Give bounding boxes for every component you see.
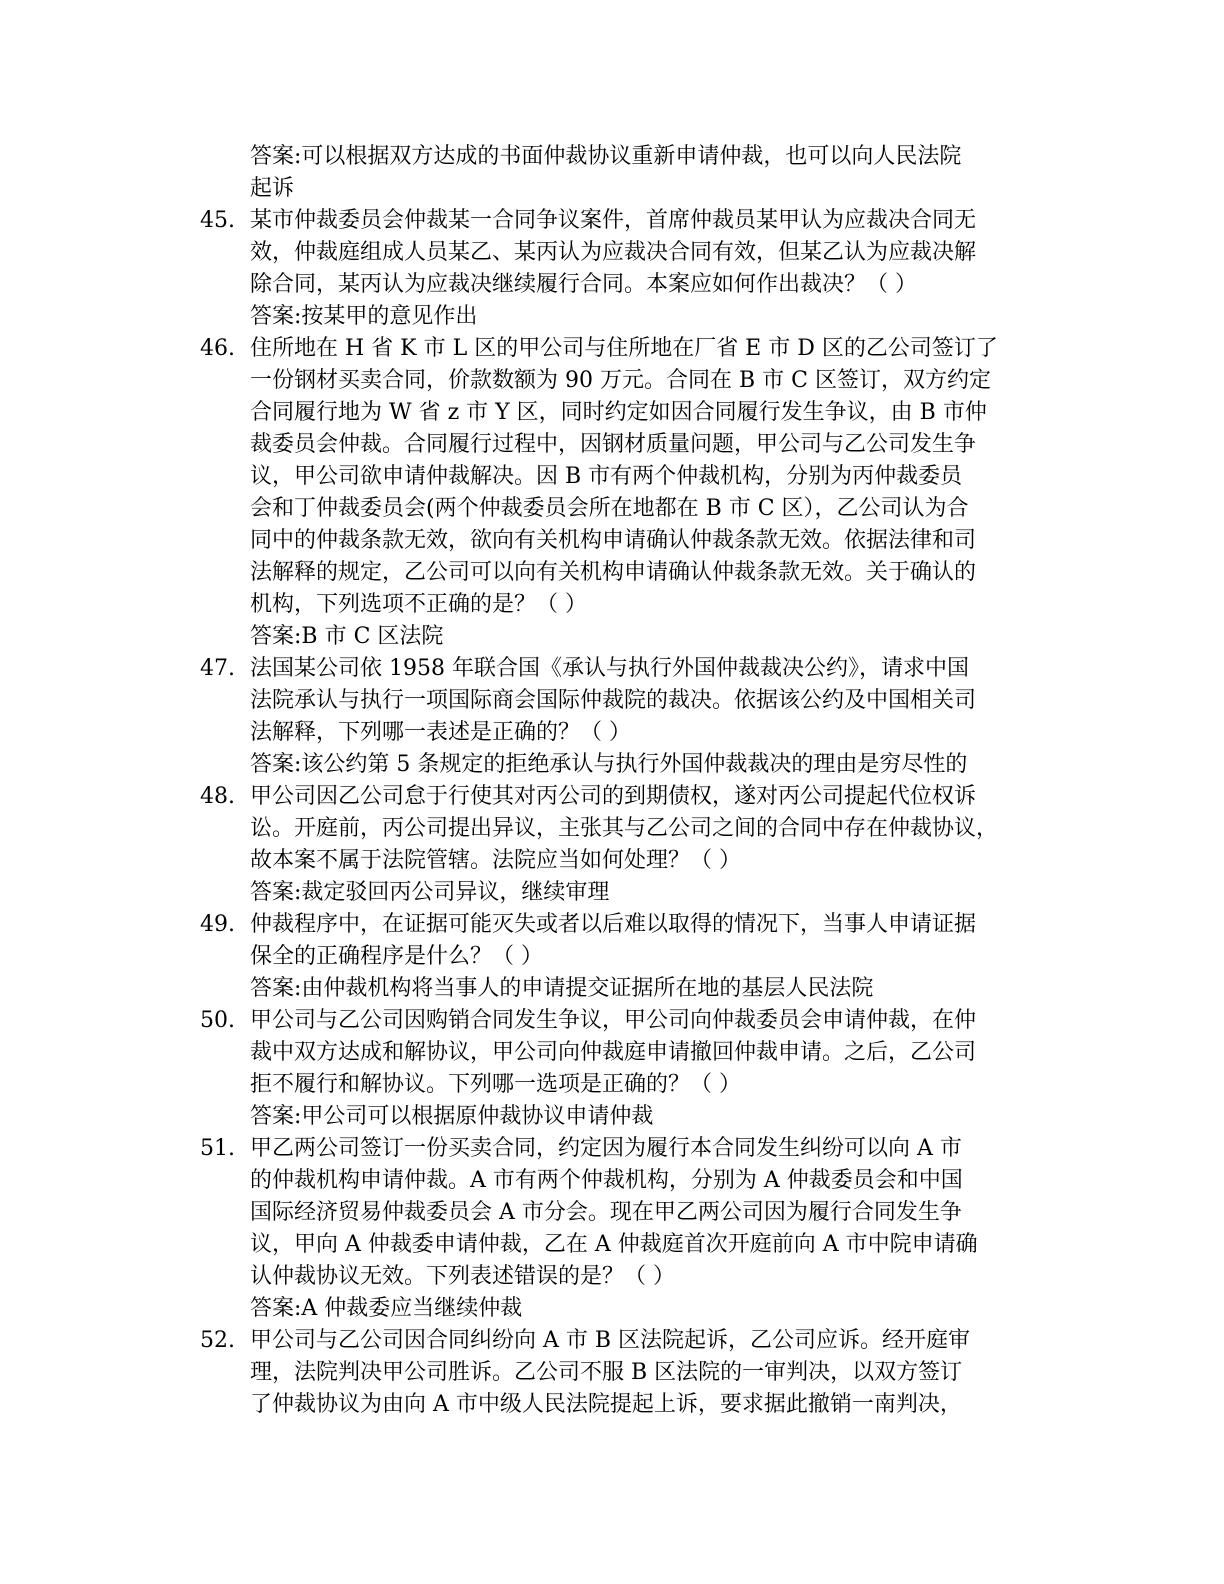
question-51: [200, 1133, 1050, 1325]
question-text-line: 法解释的规定，乙公司可以向有关机构申请确认仲裁条款无效。关于确认的: [250, 560, 977, 585]
question-number: 52.: [200, 1328, 235, 1353]
question-text-line: 同中的仲裁条款无效，欲向有关机构申请确认仲裁条款无效。依据法律和司: [250, 528, 977, 553]
answer-line: 答案:甲公司可以根据原仲裁协议申请仲裁: [250, 1104, 654, 1129]
question-46: [200, 333, 1050, 653]
question-number: 47.: [200, 656, 235, 681]
question-text-line: 拒不履行和解协议。下列哪一选项是正确的？（ ）: [250, 1072, 741, 1097]
question-text-line: 裁委员会仲裁。合同履行过程中，因钢材质量问题，甲公司与乙公司发生争: [250, 432, 977, 457]
intro-answer-line-1: 答案:可以根据双方达成的书面仲裁协议重新申请仲裁，也可以向人民法院: [250, 144, 962, 169]
question-text-line: 会和丁仲裁委员会(两个仲裁委员会所在地都在 B 市 C 区），乙公司认为合: [250, 496, 969, 521]
question-text-line: 了仲裁协议为由向 A 市中级人民法院提起上诉，要求据此撤销一南判决，: [250, 1392, 962, 1417]
question-text-line: 议，甲公司欲申请仲裁解决。因 B 市有两个仲裁机构，分别为丙仲裁委员: [250, 464, 963, 489]
question-text-line: 故本案不属于法院管辖。法院应当如何处理？（ ）: [250, 848, 741, 873]
question-45: [200, 205, 1050, 333]
answer-line: 答案:该公约第 5 条规定的拒绝承认与执行外国仲裁裁决的理由是穷尽性的: [250, 752, 968, 777]
question-49: [200, 909, 1050, 1005]
question-text-line: 住所地在 H 省 K 市 L 区的甲公司与住所地在厂省 E 市 D 区的乙公司签订了: [250, 336, 998, 361]
question-text-line: 法院承认与执行一项国际商会国际仲裁院的裁决。依据该公约及中国相关司: [250, 688, 977, 713]
question-number: 45.: [200, 208, 235, 233]
question-text-line: 甲公司与乙公司因合同纠纷向 A 市 B 区法院起诉，乙公司应诉。经开庭审: [250, 1328, 971, 1353]
question-text-line: 甲公司与乙公司因购销合同发生争议，甲公司向仲裁委员会申请仲裁，在仲: [250, 1008, 977, 1033]
question-text-line: 理，法院判决甲公司胜诉。乙公司不服 B 区法院的一审判决，以双方签订: [250, 1360, 963, 1385]
question-number: 49.: [200, 912, 235, 937]
question-text-line: 合同履行地为 W 省 z 市 Y 区，同时约定如因合同履行发生争议，由 B 市仲: [250, 400, 987, 425]
question-47: [200, 653, 1050, 781]
question-text-line: 除合同，某丙认为应裁决继续履行合同。本案应如何作出裁决？（ ）: [250, 272, 917, 297]
question-text-line: 认仲裁协议无效。下列表述错误的是？（ ）: [250, 1264, 675, 1289]
question-number: 46.: [200, 336, 235, 361]
question-number: 50.: [200, 1008, 235, 1033]
question-text-line: 一份钢材买卖合同，价款数额为 90 万元。合同在 B 市 C 区签订，双方约定: [250, 368, 991, 393]
question-text-line: 讼。开庭前，丙公司提出异议，主张其与乙公司之间的合同中存在仲裁协议，: [250, 816, 999, 841]
question-text-line: 甲乙两公司签订一份买卖合同，约定因为履行本合同发生纠纷可以向 A 市: [250, 1136, 962, 1161]
question-text-line: 法国某公司依 1958 年联合国《承认与执行外国仲裁裁决公约》，请求中国: [250, 656, 969, 681]
question-text-line: 议，甲向 A 仲裁委申请仲裁，乙在 A 仲裁庭首次开庭前向 A 市中院申请确: [250, 1232, 978, 1257]
question-text-line: 仲裁程序中，在证据可能灭失或者以后难以取得的情况下，当事人申请证据: [250, 912, 977, 937]
question-text-line: 保全的正确程序是什么？（ ）: [250, 944, 543, 969]
question-48: [200, 781, 1050, 909]
answer-line: 答案:B 市 C 区法院: [250, 624, 444, 649]
question-50: [200, 1005, 1050, 1133]
question-number: 48.: [200, 784, 235, 809]
answer-line: 答案:A 仲裁委应当继续仲裁: [250, 1296, 523, 1321]
question-text-line: 的仲裁机构申请仲裁。A 市有两个仲裁机构，分别为 A 仲裁委员会和中国: [250, 1168, 963, 1193]
question-text-line: 裁中双方达成和解协议，甲公司向仲裁庭申请撤回仲裁申请。之后，乙公司: [250, 1040, 977, 1065]
question-text-line: 国际经济贸易仲裁委员会 A 市分会。现在甲乙两公司因为履行合同发生争: [250, 1200, 962, 1225]
question-text-line: 法解释，下列哪一表述是正确的？（ ）: [250, 720, 631, 745]
answer-line: 答案:裁定驳回丙公司异议，继续审理: [250, 880, 610, 905]
question-text-line: 某市仲裁委员会仲裁某一合同争议案件，首席仲裁员某甲认为应裁决合同无: [250, 208, 977, 233]
document-body: [200, 141, 1050, 1421]
answer-line: 答案:由仲裁机构将当事人的申请提交证据所在地的基层人民法院: [250, 976, 874, 1001]
question-52: [200, 1325, 1050, 1421]
question-text-line: 效，仲裁庭组成人员某乙、某丙认为应裁决合同有效，但某乙认为应裁决解: [250, 240, 977, 265]
question-text-line: 甲公司因乙公司怠于行使其对丙公司的到期债权，遂对丙公司提起代位权诉: [250, 784, 977, 809]
intro-answer-line-2: 起诉: [250, 176, 295, 201]
question-number: 51.: [200, 1136, 235, 1161]
question-text-line: 机构，下列选项不正确的是？（ ）: [250, 592, 587, 617]
answer-line: 答案:按某甲的意见作出: [250, 304, 478, 329]
